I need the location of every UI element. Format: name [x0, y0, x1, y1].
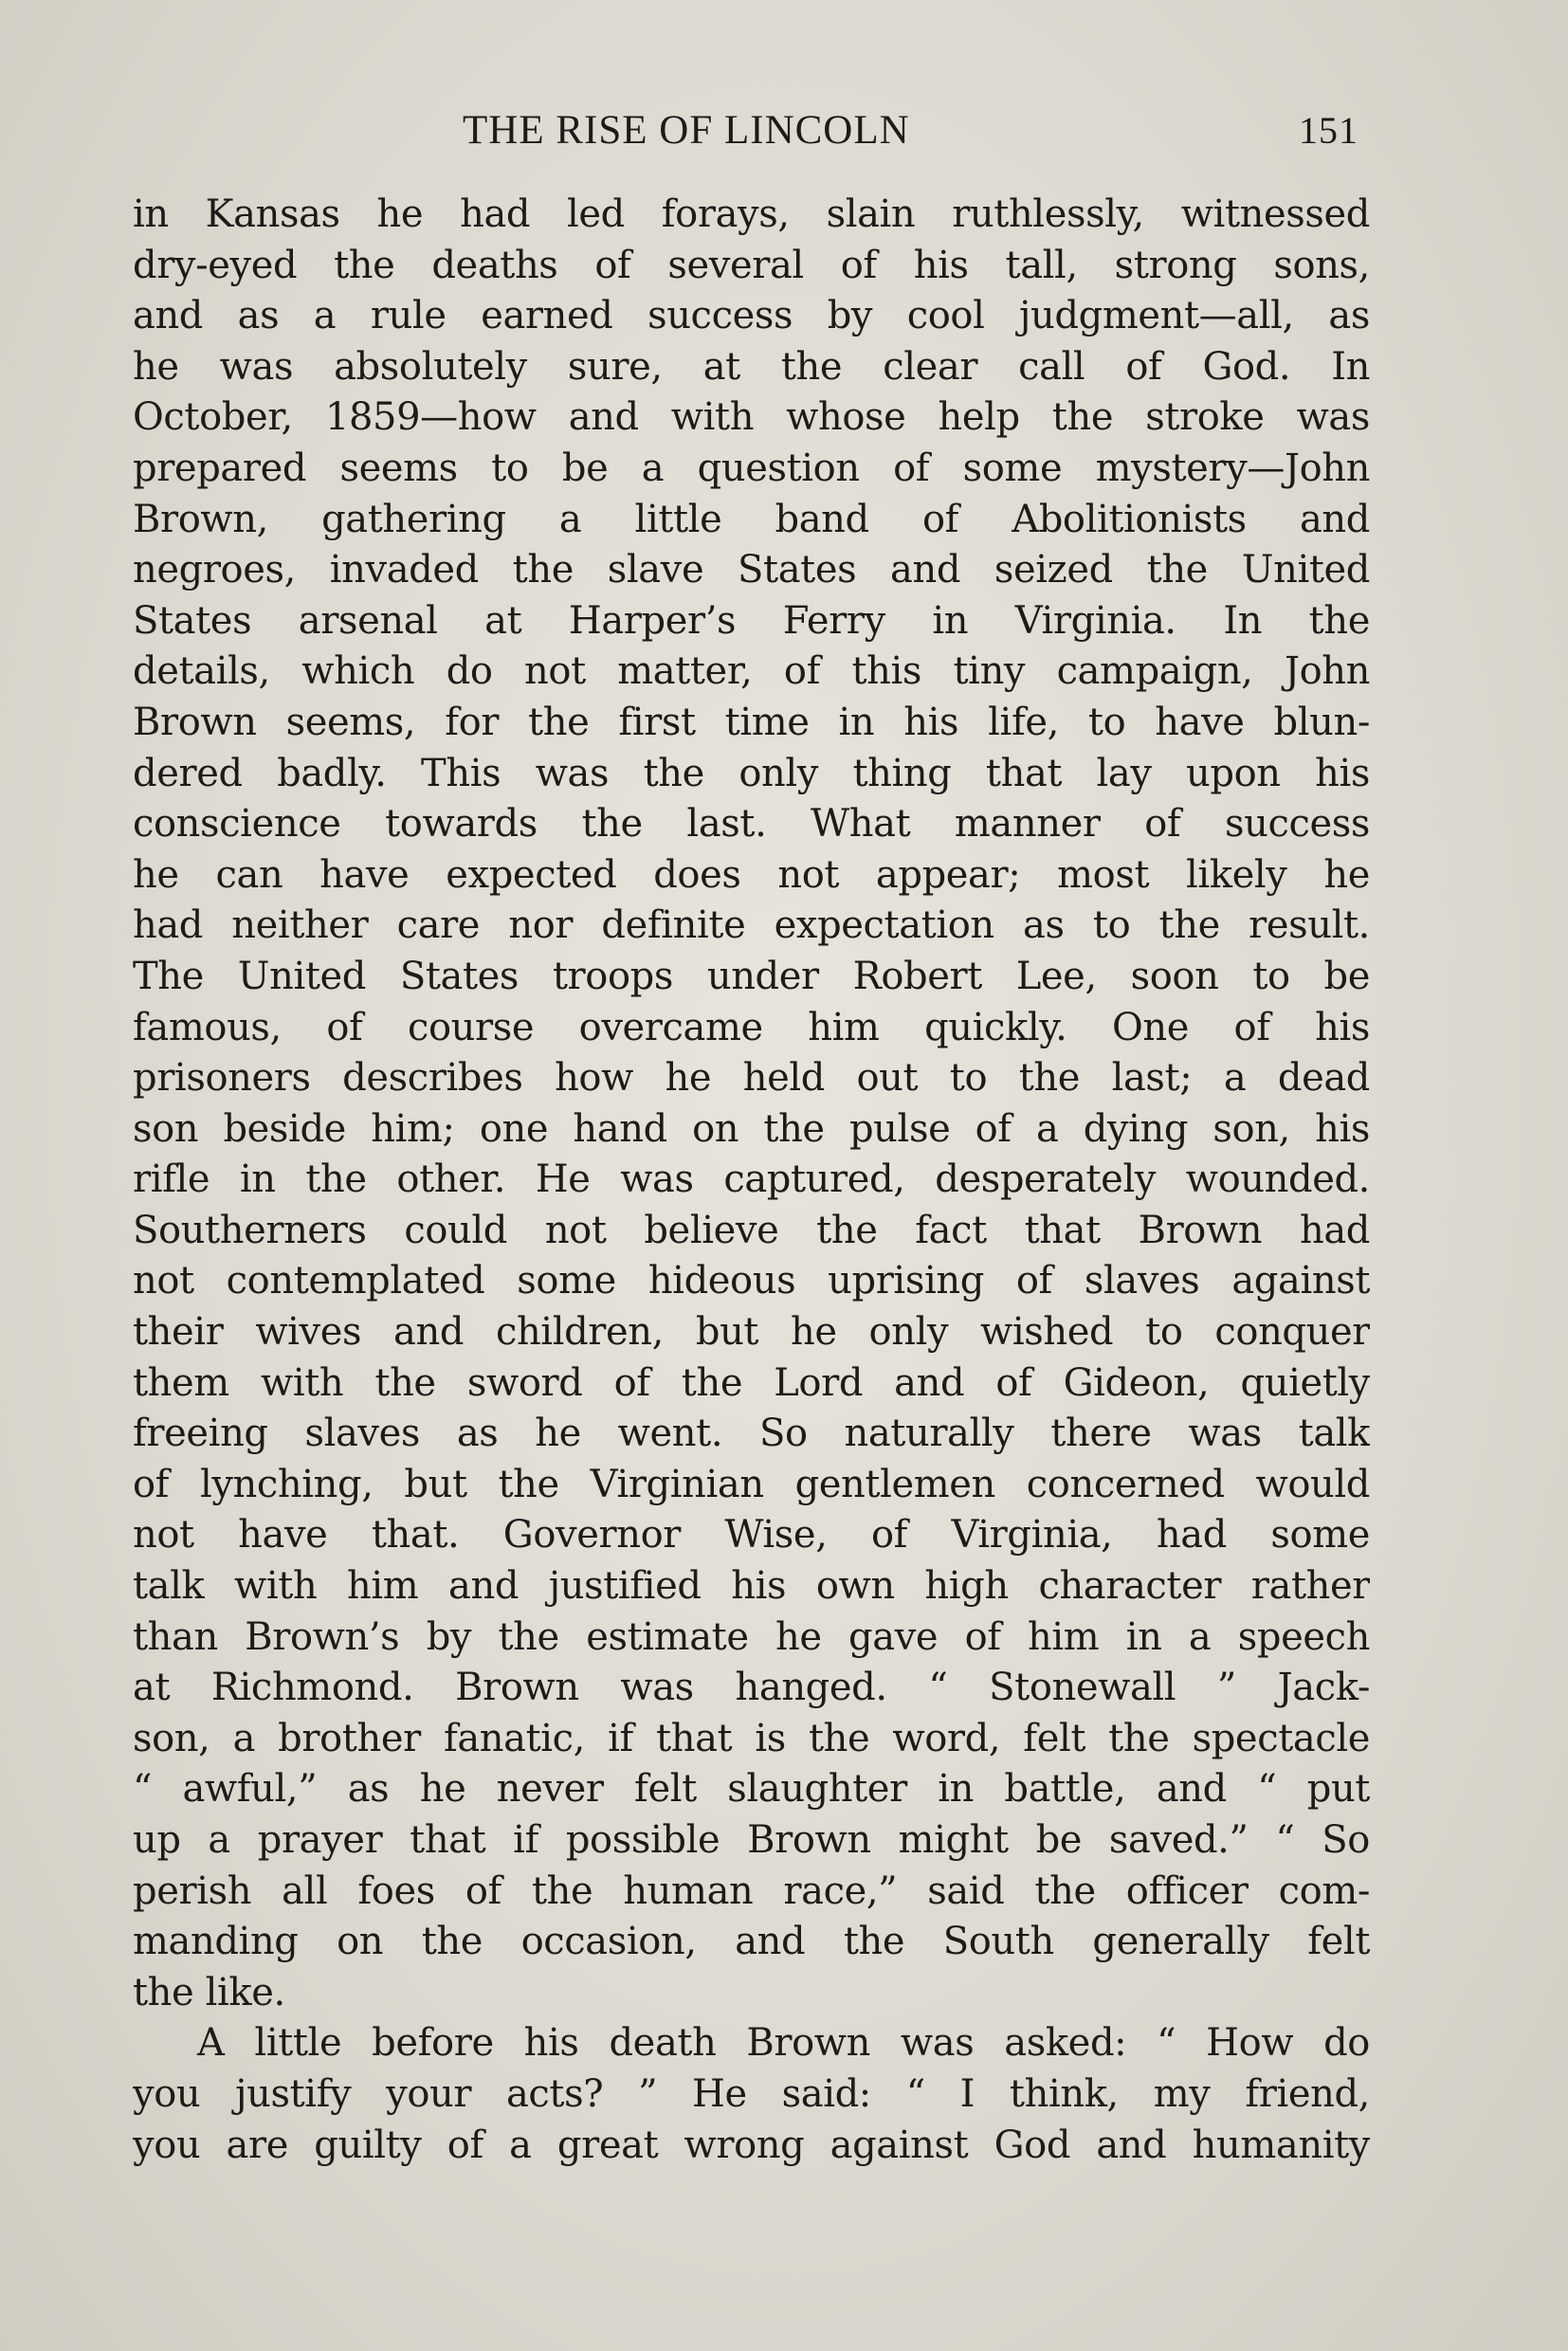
text-line: States arsenal at Harper’s Ferry in Virginia. In the — [133, 598, 1370, 643]
text-line: Brown, gathering a little band of Abolitionists and — [133, 497, 1370, 541]
text-line: of lynching, but the Virginian gentlemen concerned would — [133, 1462, 1370, 1506]
text-line: prisoners describes how he held out to the last; a dead — [133, 1056, 1370, 1101]
body-text — [133, 190, 1370, 2171]
text-line: perish all foes of the human race,” said the officer com- — [133, 1868, 1370, 1913]
text-line: than Brown’s by the estimate he gave of him in a speech — [133, 1614, 1370, 1659]
text-line: you justify your acts? ” He said: “ I think, my friend, — [133, 2071, 1370, 2116]
running-head — [0, 102, 1568, 159]
text-line: not contemplated some hideous uprising of slaves against — [133, 1259, 1370, 1303]
text-line: freeing slaves as he went. So naturally there was talk — [133, 1412, 1370, 1456]
text-line: them with the sword of the Lord and of Gideon, quietly — [133, 1360, 1370, 1405]
text-line: in Kansas he had led forays, slain ruthlessly, witnessed — [133, 192, 1370, 236]
text-line: at Richmond. Brown was hanged. “ Stonewall ” Jack- — [133, 1666, 1370, 1710]
text-line: up a prayer that if possible Brown might be saved.” “ So — [133, 1818, 1370, 1862]
text-line: details, which do not matter, of this tiny campaign, John — [133, 649, 1370, 694]
text-line: dry-eyed the deaths of several of his tall, strong sons, — [133, 243, 1370, 287]
text-line: not have that. Governor Wise, of Virginia, had some — [133, 1513, 1370, 1558]
text-line: you are guilty of a great wrong against God and humanity — [133, 2123, 1370, 2167]
text-line: prepared seems to be a question of some mystery—John — [133, 446, 1370, 490]
text-line: Southerners could not believe the fact that Brown had — [133, 1208, 1370, 1252]
text-line: son, a brother fanatic, if that is the word, felt the spectacle — [133, 1716, 1370, 1760]
text-line: conscience towards the last. What manner of success — [133, 802, 1370, 847]
text-line: rifle in the other. He was captured, desperately wounded. — [133, 1157, 1370, 1202]
text-line: October, 1859—how and with whose help the stroke was — [133, 395, 1370, 440]
text-line: had neither care nor definite expectation as to the result. — [133, 903, 1370, 948]
text-line: talk with him and justified his own high character rather — [133, 1564, 1370, 1609]
text-line: famous, of course overcame him quickly. One of his — [133, 1005, 1370, 1049]
text-line: and as a rule earned success by cool judgment—all, as — [133, 294, 1370, 338]
text-line: Brown seems, for the first time in his life, to have blun- — [133, 700, 1370, 744]
running-title: THE RISE OF LINCOLN — [463, 108, 910, 153]
paragraph-start-line: A little before his death Brown was asked: “ How do — [197, 2021, 1370, 2066]
text-line: their wives and children, but he only wished to conquer — [133, 1310, 1370, 1355]
text-line: he can have expected does not appear; most likely he — [133, 852, 1370, 897]
text-line: negroes, invaded the slave States and seized the United — [133, 548, 1370, 592]
text-line: The United States troops under Robert Lee, soon to be — [133, 954, 1370, 998]
paragraph-end-line: the like. — [133, 1970, 285, 2014]
page-number: 151 — [1299, 109, 1358, 152]
text-line: manding on the occasion, and the South generally felt — [133, 1920, 1370, 1964]
text-line: dered badly. This was the only thing that lay upon his — [133, 751, 1370, 795]
text-line: son beside him; one hand on the pulse of a dying son, his — [133, 1106, 1370, 1151]
text-line: he was absolutely sure, at the clear call of God. In — [133, 344, 1370, 389]
text-line: “ awful,” as he never felt slaughter in battle, and “ put — [133, 1767, 1370, 1812]
